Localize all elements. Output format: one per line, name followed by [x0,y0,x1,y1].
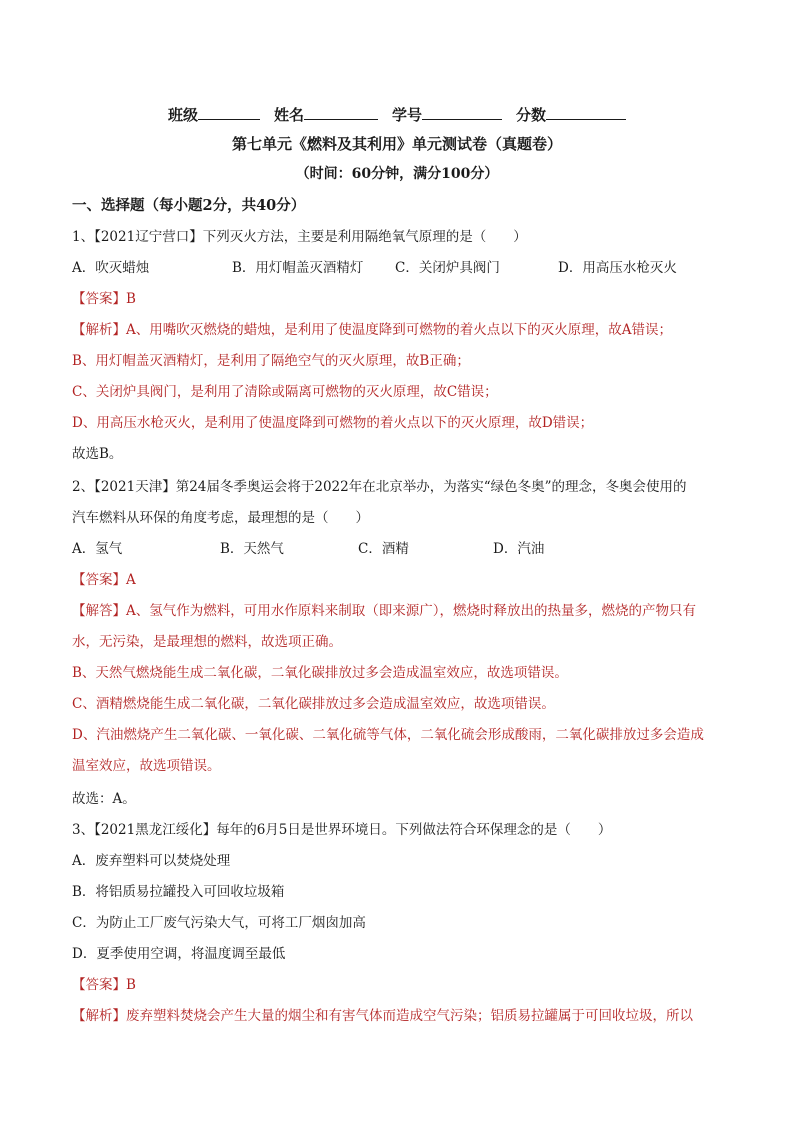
score-label: 分数 [516,106,547,124]
q2-analysis-line: C、酒精燃烧能生成二氧化碳，二氧化碳排放过多会造成温室效应，故选项错误。 [72,696,555,712]
q3-option-c[interactable]: C．为防止工厂废气污染大气，可将工厂烟囱加高 [72,915,366,931]
q1-analysis-line: C、关闭炉具阀门，是利用了清除或隔离可燃物的灭火原理，故C错误； [72,384,498,400]
q1-analysis-line: D、用高压水枪灭火，是利用了使温度降到可燃物的着火点以下的灭火原理，故D错误； [72,415,594,431]
q3-answer: 【答案】B [72,977,136,993]
q1-option-c[interactable]: C．关闭炉具阀门 [395,260,500,276]
q1-analysis-line: B、用灯帽盖灭酒精灯，是利用了隔绝空气的灭火原理，故B正确； [72,353,470,369]
q1-option-d[interactable]: D．用高压水枪灭火 [558,260,677,276]
q2-option-d[interactable]: D．汽油 [493,541,545,557]
q1-option-a[interactable]: A．吹灭蜡烛 [72,260,150,276]
q1-analysis-line: 【解析】A、用嘴吹灭燃烧的蜡烛，是利用了使温度降到可燃物的着火点以下的灭火原理，故A错误； [72,322,672,338]
q1-conclusion: 故选B。 [72,446,123,462]
page-title: 第七单元《燃料及其利用》单元测试卷（真题卷） [231,135,562,153]
q2-option-a[interactable]: A．氢气 [72,541,123,557]
question-2-stem: 2、【2021天津】第24届冬季奥运会将于2022年在北京举办，为落实“绿色冬奥”的理念，冬奥会使用的 [72,479,687,495]
class-blank[interactable] [198,104,260,120]
q3-option-d[interactable]: D．夏季使用空调，将温度调至最低 [72,946,286,962]
q2-analysis-line: B、天然气燃烧能生成二氧化碳，二氧化碳排放过多会造成温室效应，故选项错误。 [72,665,568,681]
student-info-line [0,104,794,125]
question-1-options [72,258,732,278]
question-2-stem-cont: 汽车燃料从环保的角度考虑，最理想的是（ ） [72,510,369,526]
q2-analysis-line: 水，无污染，是最理想的燃料，故选项正确。 [72,634,342,650]
q2-conclusion: 故选：A。 [72,791,136,807]
q3-option-a[interactable]: A．废弃塑料可以焚烧处理 [72,853,231,869]
q2-analysis-line: 【解答】A、氢气作为燃料，可用水作原料来制取（即来源广），燃烧时释放出的热量多，燃烧的产物只有 [72,603,696,619]
q3-analysis-line: 【解析】废弃塑料焚烧会产生大量的烟尘和有害气体而造成空气污染；铝质易拉罐属于可回收垃圾，所以 [72,1008,693,1024]
class-label: 班级 [167,106,198,124]
name-label: 姓名 [273,106,304,124]
score-blank[interactable] [546,104,626,120]
question-2-options [72,539,732,559]
id-blank[interactable] [422,104,502,120]
q2-analysis-line: D、汽油燃烧产生二氧化碳、一氧化碳、二氧化硫等气体，二氧化硫会形成酸雨，二氧化碳排放过多会造成 [72,727,704,743]
q3-option-b[interactable]: B．将铝质易拉罐投入可回收垃圾箱 [72,884,285,900]
section-heading: 一、选择题（每小题2分，共40分） [72,197,306,214]
question-3-stem: 3、【2021黑龙江绥化】每年的6月5日是世界环境日。下列做法符合环保理念的是（ ） [72,822,612,838]
q1-answer: 【答案】B [72,291,136,307]
q2-analysis-line: 温室效应，故选项错误。 [72,758,221,774]
q2-option-b[interactable]: B．天然气 [220,541,284,557]
question-1-stem: 1、【2021辽宁营口】下列灭火方法，主要是利用隔绝氧气原理的是（ ） [72,229,527,245]
q1-option-b[interactable]: B．用灯帽盖灭酒精灯 [232,260,364,276]
q2-answer: 【答案】A [72,572,136,588]
page-subtitle: （时间：60分钟，满分100分） [295,166,499,182]
name-blank[interactable] [304,104,378,120]
q2-option-c[interactable]: C．酒精 [358,541,409,557]
id-label: 学号 [392,106,423,124]
